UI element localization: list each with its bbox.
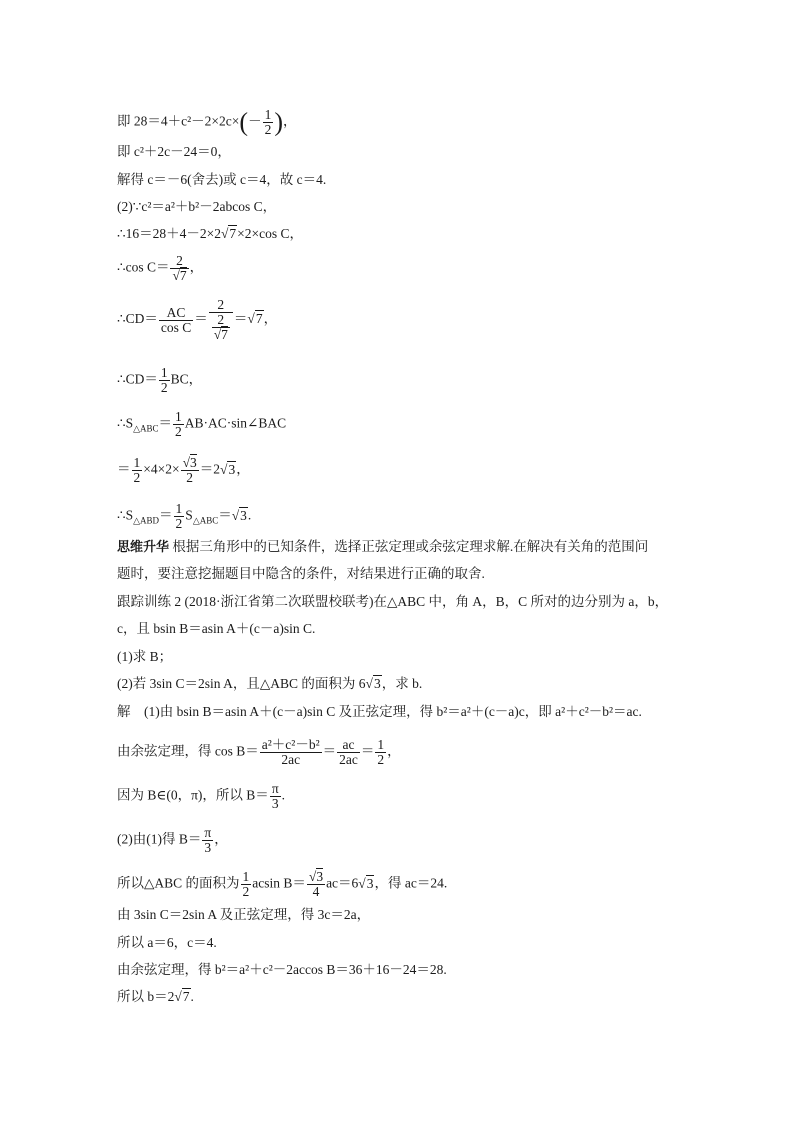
numerator: √3 — [308, 869, 324, 884]
solution-line-1: 解 (1)由 bsin B＝asin A＋(c－a)sin C 及正弦定理，得 b²＝a²＋(c－a)c，即 a²＋c²－b²＝ac. — [117, 704, 642, 719]
exercise-line-1: 跟踪训练 2 (2018·浙江省第二次联盟校联考)在△ABC 中，角 A，B，C 所对的边分别为 a，b， — [117, 594, 669, 609]
numerator: AC — [159, 306, 193, 321]
text: ＝ — [194, 311, 208, 327]
text: S — [185, 507, 193, 523]
fraction — [174, 502, 185, 531]
text: ∴S — [117, 507, 134, 523]
fraction — [263, 108, 274, 137]
denominator: 2 — [186, 470, 194, 485]
text: ＝ — [159, 507, 173, 523]
fraction — [337, 738, 360, 767]
fraction — [260, 738, 322, 767]
fraction — [132, 456, 143, 485]
numerator: π — [204, 825, 212, 840]
numerator: 1 — [133, 455, 141, 470]
denominator: 2 — [242, 884, 250, 899]
text: ， — [236, 461, 250, 477]
exercise-line-4 — [117, 676, 422, 692]
solution-line-2 — [117, 738, 401, 767]
denominator: 2ac — [339, 752, 358, 767]
sqrt: √3 — [220, 461, 236, 477]
sqrt: √7 — [247, 311, 263, 327]
denominator: 3 — [204, 840, 212, 855]
equation-line-9 — [117, 410, 286, 439]
text: ，求 b. — [381, 676, 423, 691]
text: ， — [282, 113, 297, 129]
text: ∴CD＝ — [117, 371, 158, 387]
text: ， — [189, 259, 204, 275]
exercise-line-2: c，且 bsin B＝asin A＋(c－a)sin C. — [117, 621, 316, 636]
text: ∴16＝28＋4－2×2 — [117, 226, 221, 241]
text: ＝ — [218, 507, 232, 523]
text: . — [247, 507, 252, 523]
numerator: 1 — [160, 365, 168, 380]
numerator: π — [271, 781, 279, 796]
solution-line-9 — [117, 989, 194, 1005]
sqrt: √7 — [220, 226, 237, 241]
denominator — [209, 313, 233, 342]
exercise-line-3: (1)求 B； — [117, 649, 173, 664]
radicand: 3 — [366, 875, 374, 891]
numerator: √3 — [182, 455, 197, 470]
text: acsin B＝ — [252, 875, 306, 891]
radicand: 3 — [190, 455, 197, 470]
denominator: 2 — [133, 470, 141, 485]
text: ， — [214, 831, 228, 847]
denominator: cos C — [160, 319, 192, 335]
denominator: 2ac — [281, 752, 301, 767]
radicand: 7 — [179, 268, 187, 283]
text: 所以△ABC 的面积为 — [117, 875, 240, 891]
text: ×2×cos C， — [237, 226, 303, 241]
solution-line-3 — [117, 782, 285, 811]
sqrt: √7 — [174, 989, 190, 1004]
text: ＝2 — [199, 461, 221, 477]
radicand: 7 — [221, 327, 228, 342]
text: ，得 ac＝24. — [374, 875, 448, 891]
numerator: ac — [337, 738, 360, 753]
denominator: 2 — [175, 424, 182, 439]
radicand: 3 — [373, 676, 381, 691]
solution-line-8: 由余弦定理，得 b²＝a²＋c²－2accos B＝36＋16－24＝28. — [117, 962, 447, 977]
fraction — [270, 782, 281, 811]
fraction — [202, 826, 213, 855]
text: 即 28＝4＋c²－2×2c× — [117, 113, 240, 129]
text: ， — [263, 311, 278, 327]
numerator: 1 — [175, 409, 182, 424]
radicand: 7 — [182, 989, 190, 1004]
summary-line-2: 题时，要注意挖掘题目中隐含的条件，对结果进行正确的取舍. — [117, 566, 485, 581]
equation-line-4: (2)∵c²＝a²＋b²－2abcos C， — [117, 199, 277, 214]
numerator: 1 — [242, 869, 250, 884]
text: ＝ — [233, 311, 248, 327]
equation-line-6 — [117, 254, 203, 283]
fraction — [375, 738, 386, 767]
equation-line-1: 即 28＝4＋c²－2×2c×(－ $\frac{1}{2}$ )， — [117, 107, 297, 137]
radicand: 7 — [255, 311, 263, 327]
fraction — [307, 870, 325, 899]
numerator: 1 — [264, 107, 272, 122]
text: . — [190, 989, 194, 1004]
equation-line-8 — [117, 366, 202, 395]
denominator: 4 — [312, 884, 320, 899]
numerator: 2 — [212, 313, 230, 328]
radicand: 3 — [316, 869, 324, 884]
equation-line-5 — [117, 226, 303, 242]
solution-line-5 — [117, 870, 447, 899]
subscript: △ABD — [133, 515, 160, 526]
radicand: 3 — [228, 461, 236, 477]
fraction — [159, 366, 170, 395]
solution-line-4 — [117, 826, 228, 855]
inner-fraction — [212, 313, 230, 342]
fraction — [170, 254, 188, 283]
solution-line-6: 由 3sin C＝2sin A 及正弦定理，得 3c＝2a， — [117, 907, 371, 922]
subscript: △ABC — [192, 515, 219, 526]
subscript: △ABC — [133, 423, 159, 434]
text: ∴cos C＝ — [117, 259, 170, 275]
text: 由余弦定理，得 cos B＝ — [117, 743, 259, 759]
text: ＝ — [360, 743, 375, 759]
equation-line-2: 即 c²＋2c－24＝0， — [117, 144, 231, 159]
summary-heading: 思维升华 — [117, 540, 170, 555]
denominator: 2 — [175, 516, 183, 531]
right-paren: ) — [274, 107, 283, 137]
text: ＝ — [117, 461, 131, 477]
sqrt: √3 — [231, 507, 247, 523]
denominator: 2 — [377, 752, 385, 767]
text: ac＝6 — [326, 875, 359, 891]
text: ＝ — [158, 415, 173, 431]
compound-fraction — [209, 298, 233, 342]
denominator: 2 — [264, 122, 272, 137]
numerator: a²＋c²－b² — [261, 737, 320, 752]
denominator: √7 — [172, 268, 187, 283]
text: ×4×2× — [143, 461, 180, 477]
text: ＝ — [322, 743, 337, 759]
text: ∴CD＝ — [117, 311, 158, 327]
fraction — [181, 456, 199, 485]
text: (2)由(1)得 B＝ — [117, 831, 202, 847]
left-paren: ( — [239, 107, 249, 137]
text: . — [281, 787, 286, 803]
text: AB·AC·sin∠BAC — [184, 415, 287, 431]
numerator: 2 — [209, 298, 233, 313]
solution-line-7: 所以 a＝6，c＝4. — [117, 935, 217, 950]
denominator: 2 — [160, 380, 168, 395]
summary-line-1 — [117, 539, 648, 556]
text: 根据三角形中的已知条件，选择正弦定理或余弦定理求解.在解决有关角的范围问 — [169, 539, 649, 554]
text: 因为 B∈(0，π)，所以 B＝ — [117, 787, 269, 803]
equation-line-11 — [117, 502, 251, 531]
sqrt: √3 — [358, 875, 374, 891]
sqrt: √3 — [365, 676, 381, 691]
text: BC， — [170, 371, 203, 387]
radicand: 3 — [240, 507, 247, 523]
text: (2)若 3sin C＝2sin A，且△ABC 的面积为 6 — [117, 676, 366, 691]
text: ∴S — [117, 415, 134, 431]
denominator: 3 — [271, 796, 279, 811]
fraction — [159, 306, 193, 335]
numerator: 1 — [377, 737, 385, 752]
denominator: √7 — [213, 327, 228, 342]
fraction — [173, 410, 184, 439]
equation-line-10 — [117, 456, 250, 485]
text: ， — [387, 743, 401, 759]
radicand: 7 — [229, 226, 237, 241]
numerator: 2 — [170, 254, 188, 269]
equation-line-3: 解得 c＝－6(舍去)或 c＝4，故 c＝4. — [117, 172, 327, 187]
text: 所以 b＝2 — [117, 989, 175, 1004]
fraction — [241, 870, 252, 899]
numerator: 1 — [175, 501, 183, 516]
equation-line-7 — [117, 298, 277, 342]
